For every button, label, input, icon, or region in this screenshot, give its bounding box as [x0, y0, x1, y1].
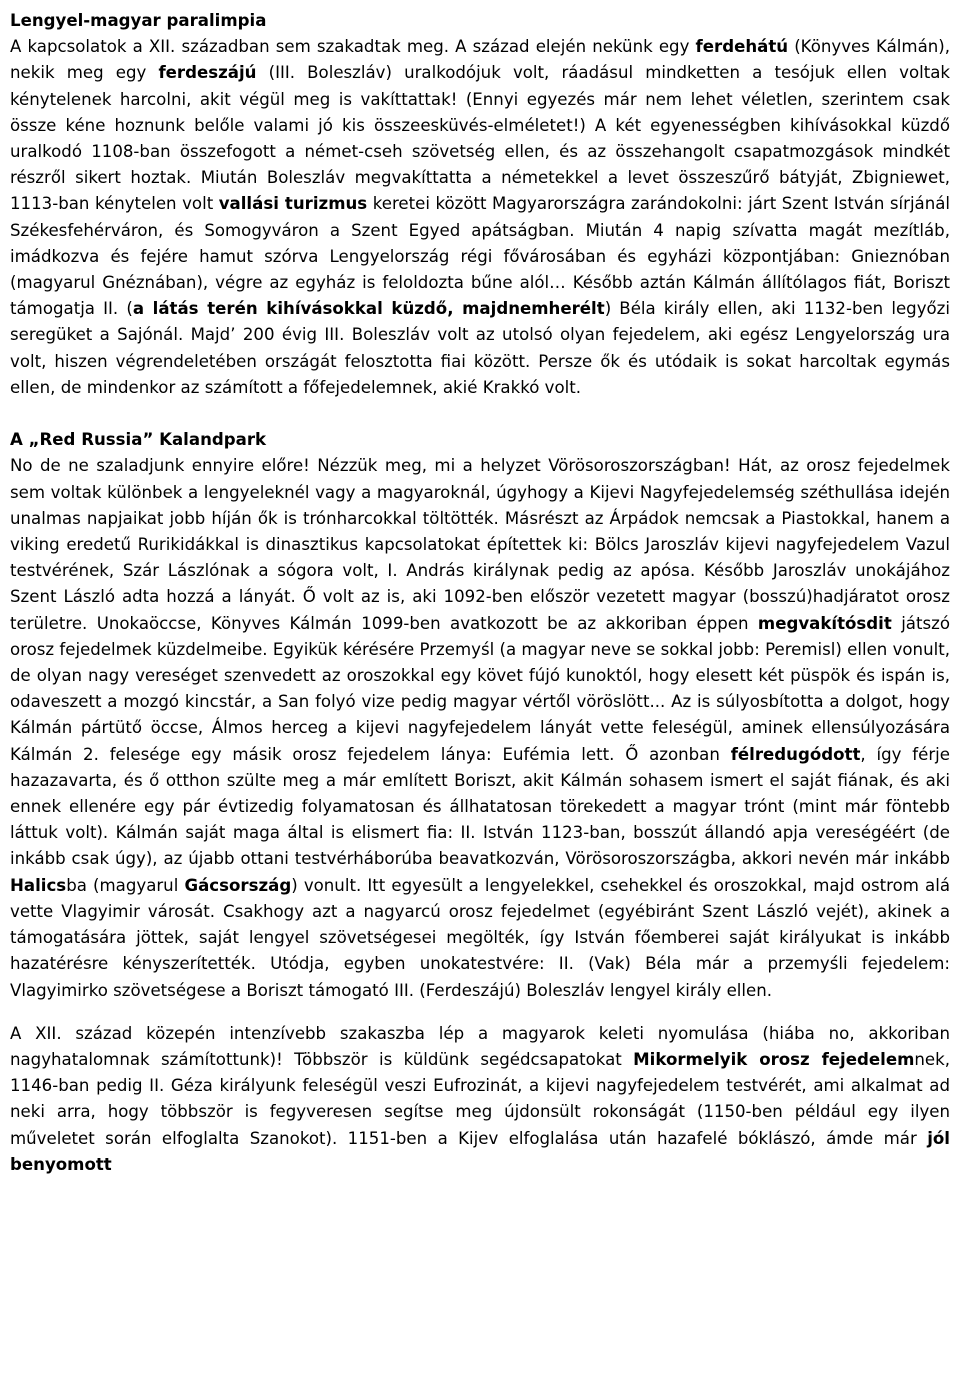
text-run: No de ne szaladjunk ennyire előre! Nézzük meg, mi a helyzet Vörösoroszországban! Hát, az orosz fejedelmek sem voltak különbek a lengyeleknél vagy a magyaroknál, úgyhogy a Kijevi Nagyfejedelemség széthullása idején unalmas napjaikat jobb híján ők is trónharcokkal töltötték. Másrészt az Árpádok nemcsak a Piastokkal, hanem a viking eredetű Rurikidákkal is dinasztikus kapcsolatokat építettek ki: Bölcs Jaroszláv kijevi nagyfejedelem Vazul testvérének, Szár Lászlónak a sógora volt, I. András királynak pedig az apósa. Később Jaroszláv unokájához Szent László adta hozzá a lányát. Ő volt az is, aki 1092-ben először vezetett magyar (bosszú)hadjáratot orosz területre. Unokaöccse, Könyves Kálmán 1099-ben avatkozott be az akkoriban éppen	[10, 456, 950, 633]
paragraph-xii-szazad-kozepe	[10, 1021, 950, 1178]
text-run: (III. Boleszláv) uralkodójuk volt, ráadásul mindketten a tesójuk ellen voltak kénytelenek harcolni, akit végül meg is vakíttattak! (Ennyi egyezés már nem lehet véletlen, szerintem csak össze kéne hoznunk belőle valami jó kis összeesküvés-elméletet!) A két egyenességben kihívásokkal küzdő uralkodó 1108-ban összefogott a német-cseh szövetség ellen, és az összehangolt csapatmozgások mindkét részről sikert hoztak. Miután Boleszláv megvakíttatta a németekkel a levet összeszűrő bátyját, Zbigniewet, 1113-ban kénytelen volt	[10, 63, 950, 214]
bold-term-mikormelyik: Mikormelyik orosz fejedelem	[633, 1049, 915, 1069]
bold-term-vallasi-turizmus: vallási turizmus	[218, 194, 368, 214]
section-title-red-russia: A „Red Russia” Kalandpark	[10, 430, 267, 450]
text-run: (Könyves Kálmán), nekik meg egy	[10, 37, 951, 83]
paragraph-red-russia	[10, 453, 950, 1003]
spacer	[10, 1004, 950, 1021]
bold-term-megvakitosdit: megvakítósdit	[757, 613, 892, 633]
text-run: A XII. század közepén intenzívebb szakaszba lép a magyarok keleti nyomulása (hiába no, akkoriban nagyhatalomnak számítottunk)! Többször is küldünk segédcsapatokat	[10, 1023, 950, 1069]
section-title-lengyel-magyar: Lengyel-magyar paralimpia	[10, 11, 267, 30]
bold-term-gacsorszag: Gácsország	[184, 875, 292, 895]
bold-term-felredugodott: félredugódott	[730, 744, 861, 764]
paragraph-lengyel-magyar	[10, 34, 950, 401]
bold-term-halics: Halics	[10, 875, 67, 895]
bold-term-ferdeszaju: ferdeszájú	[158, 63, 257, 83]
text-run: keretei között Magyarországra zarándokolni: járt Szent István sírjánál Székesfehérváron, és Somogyváron a Szent Egyed apátságban. Miután 4 napig szívatta magát mezítláb, imádkozva és fejére hamut szórva Lengyelország régi fővárosában és egyházi központjában: Gnieznóban (magyarul Gnéznában), végre az egyház is feloldozta bűne alól… Később aztán Kálmán állítólagos fiát, Boriszt támogatja II. (	[10, 194, 951, 319]
text-run: játszó orosz fejedelmek küzdelmeibe. Egyikük kérésére Przemyśl (a magyar neve se sokkal jobb: Peremisl) ellen vonult, de olyan nagy vereséget szenvedett az oroszokkal egy követ fújó kunoktól, hogy elesett két püspök és ispán is, odaveszett a mozgó kincstár, a San folyó vize pedig magyar vértől vöröslött... Az is súlyosbította a dolgot, hogy Kálmán pártütő öccse, Álmos herceg a kijevi nagyfejedelem lányát vette feleségül, aminek ellensúlyozására Kálmán 2. felesége egy másik orosz fejedelem lánya: Eufémia lett. Ő azonban	[10, 613, 950, 764]
text-run: A kapcsolatok a XII. században sem szakadtak meg. A század elején nekünk egy	[10, 37, 696, 57]
bold-term-jol-benyomott: jól benyomott	[10, 1128, 950, 1174]
text-run: ) Béla király ellen, aki 1132-ben legyőzi seregüket a Sajónál. Majd’ 200 évig III. Boleszláv volt az utolsó olyan fejedelem, aki egész Lengyelország ura volt, hiszen végrendeletében országát felosztotta fiai között. Persze ők és utódaik is sokat harcoltak egymás ellen, de mindenkor az számított a főfejedelemnek, akié Krakkó volt.	[10, 299, 950, 397]
text-run: ba (magyarul	[66, 875, 185, 895]
spacer	[10, 401, 950, 427]
text-run: ) vonult. Itt egyesült a lengyelekkel, csehekkel és oroszokkal, majd ostrom alá vette Vlagyimir városát. Csakhogy azt a nagyarcú orosz fejedelmet (egyébiránt Szent László vejét), akinek a támogatására jöttek, saját lengyel szövetségesei megölték, így István főemberei saját királyukat is inkább hazatérésre kényszerítették. Utódja, egyben unokatestvére: II. (Vak) Béla már a przemyśli fejedelem: Vlagyimirko szövetségese a Boriszt támogató III. (Ferdeszájú) Boleszláv lengyel király ellen.	[10, 875, 951, 1000]
bold-term-latas: a látás terén kihívásokkal küzdő, majdnemherélt	[132, 299, 605, 319]
text-run: , így férje hazazavarta, és ő otthon szülte meg a már említett Boriszt, akit Kálmán sohasem ismert el saját fiának, és aki ennek ellenére egy pár évtizedig folyamatosan és állhatatosan törekedett a magyar trónt (mint már föntebb láttuk volt). Kálmán saját maga által is elismert fia: II. István 1123-ban, bosszút állandó apja vereségéért (de inkább csak úgy), az újabb ottani testvérháborúba beavatkozván, Vörösoroszországba, akkori nevén már inkább	[10, 744, 951, 869]
text-run: nek, 1146-ban pedig II. Géza királyunk feleségül veszi Eufrozinát, a kijevi nagyfejedelem testvérét, ami alkalmat ad neki arra, hogy többször is fegyveresen segítse meg újdonsült rokonságát (1150-ben például egy ilyen műveletet során elfoglalta Szanokot). 1151-ben a Kijev elfoglalása után hazafelé bóklászó, ámde már	[10, 1049, 950, 1148]
bold-term-ferdehatu: ferdehátú	[695, 37, 789, 57]
